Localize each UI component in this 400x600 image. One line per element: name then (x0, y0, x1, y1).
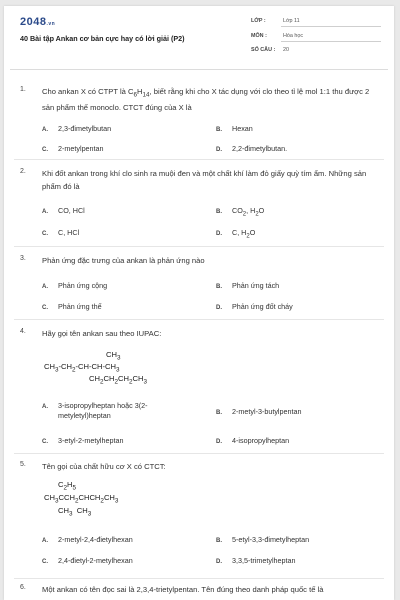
option-d[interactable]: D. Phản ứng đốt cháy (216, 302, 293, 311)
question-text: Hãy gọi tên ankan sau theo IUPAC: (42, 329, 162, 338)
option-d[interactable]: D. 4-isopropylheptan (216, 436, 290, 445)
question-separator (14, 319, 384, 320)
structural-formula: $C_2H_5$ $CH_3CCH_2CHCH_2CH_3$ $CH_3$ $CH_3$ (44, 480, 119, 518)
question-text: Một ankan có tên đọc sai là 2,3,4-trietylpentan. Tên đúng theo danh pháp quốc tế là (42, 585, 324, 594)
site-logo[interactable]: 2048.vn (20, 16, 56, 28)
document-title: 40 Bài tập Ankan cơ bản cực hay có lời giải (P2) (20, 34, 185, 43)
question-separator (14, 246, 384, 247)
question-text: Tên gọi của chất hữu cơ X có CTCT: (42, 462, 166, 471)
option-a[interactable]: A. CO, HCl (42, 206, 85, 215)
option-c[interactable]: C. Phản ứng thế (42, 302, 102, 311)
option-d[interactable]: D. C, $H_2O$ (216, 228, 256, 240)
option-b[interactable]: B. Hexan (216, 124, 253, 133)
option-c[interactable]: C. C, HCl (42, 228, 80, 237)
option-b[interactable]: B. $CO_2$, $H_2O$ (216, 206, 265, 218)
option-d[interactable]: D. 3,3,5-trimetylheptan (216, 556, 296, 565)
header-divider (10, 69, 388, 70)
question-text: Phản ứng đặc trưng của ankan là phản ứng nào (42, 256, 205, 265)
option-a[interactable]: A. 2-metyl-2,4-đietylhexan (42, 535, 133, 544)
option-d[interactable]: D. 2,2-đimetylbutan. (216, 144, 288, 153)
option-c[interactable]: C. 2-metylpentan (42, 144, 104, 153)
question-text: Cho ankan X có CTPT là $C_6H_{14}$, biết rằng khi cho X tác dụng với clo theo tỉ lệ mol 1:1 thu được 2 sản phẩm thế monoclo. CTCT đúng của X là (42, 87, 370, 113)
question-separator (14, 159, 384, 160)
option-b[interactable]: B. 2-metyl-3-butylpentan (216, 407, 302, 416)
option-c[interactable]: C. 3-etyl-2-metylheptan (42, 436, 124, 445)
option-a[interactable]: A. Phản ứng cộng (42, 281, 108, 290)
option-a[interactable]: A. 3-isopropylheptan hoặc 3(2-metyletyl)heptan (42, 401, 148, 420)
structural-formula: $CH_3$ $CH_3-CH_2-CH-CH-CH_3$ $CH_2CH_2CH_2CH_3$ (44, 350, 147, 386)
document-header: 2048.vn 40 Bài tập Ankan cơ bản cực hay có lời giải (P2) LỚP : Lớp 11 MÔN : Hóa học SỐ CÂU : 20 (4, 6, 394, 68)
option-b[interactable]: B. Phản ứng tách (216, 281, 280, 290)
question-separator (14, 453, 384, 454)
option-a[interactable]: A. 2,3-đimetylbutan (42, 124, 112, 133)
question-text: Khi đốt ankan trong khí clo sinh ra muội đen và một chất khí làm đỏ giấy quỳ tím ẩm. Những sản phẩm đó là (42, 169, 367, 191)
document-page: 2048.vn 40 Bài tập Ankan cơ bản cực hay có lời giải (P2) LỚP : Lớp 11 MÔN : Hóa học SỐ CÂU : 20 1. Cho ankan X có CTPT là $C_6H_{14}$, biết rằng khi cho X tác dụng với clo theo tỉ lệ mol 1:1 thu được 2 sản phẩm thế monoclo. CTCT đúng của X là A. 2,3-đimetylbutan B. Hexan C. 2-metylpentan D. 2,2-đimetylbutan. 2. Khi đốt ankan trong khí clo sinh ra muội đen và một chất khí làm đỏ giấy quỳ tím ẩm. Những sản phẩm đó là A. CO, HCl B. $CO_2$, $H_2O$ C. C, HCl D. C, $H_2O$ 3. Phản ứng đặc trưng của ankan là phản ứng nào A. Phản ứng cộng B. Phản ứng tách C. Phản ứng thế D. Phản ứng đốt cháy 4. Hãy gọi tên ankan sau theo IUPAC: $CH_3$ $CH_3-CH_2-CH-CH-CH_3$ $CH_2CH_2CH_2CH_3$ A. 3-isopropylheptan hoặc 3(2-metyletyl)heptan B. 2-metyl-3-butylpentan C. 3-etyl-2-metylheptan D. 4-isopropylheptan 5. Tên gọi của chất hữu cơ X có CTCT: $C_2H_5$ $CH_3CCH_2CHCH_2CH_3$ $CH_3$ $CH_3$ A. 2-metyl-2,4-đietylhexan B. 5-etyl-3,3-đimetylheptan C. 2,4-đietyl-2-metylhexan D. 3,3,5-trimetylheptan 6. Một ankan có tên đọc sai là 2,3,4-trietylpentan. Tên đúng theo danh pháp quốc tế là (4, 6, 394, 600)
option-c[interactable]: C. 2,4-đietyl-2-metylhexan (42, 556, 133, 565)
option-b[interactable]: B. 5-etyl-3,3-đimetylheptan (216, 535, 310, 544)
question-separator (14, 578, 384, 579)
